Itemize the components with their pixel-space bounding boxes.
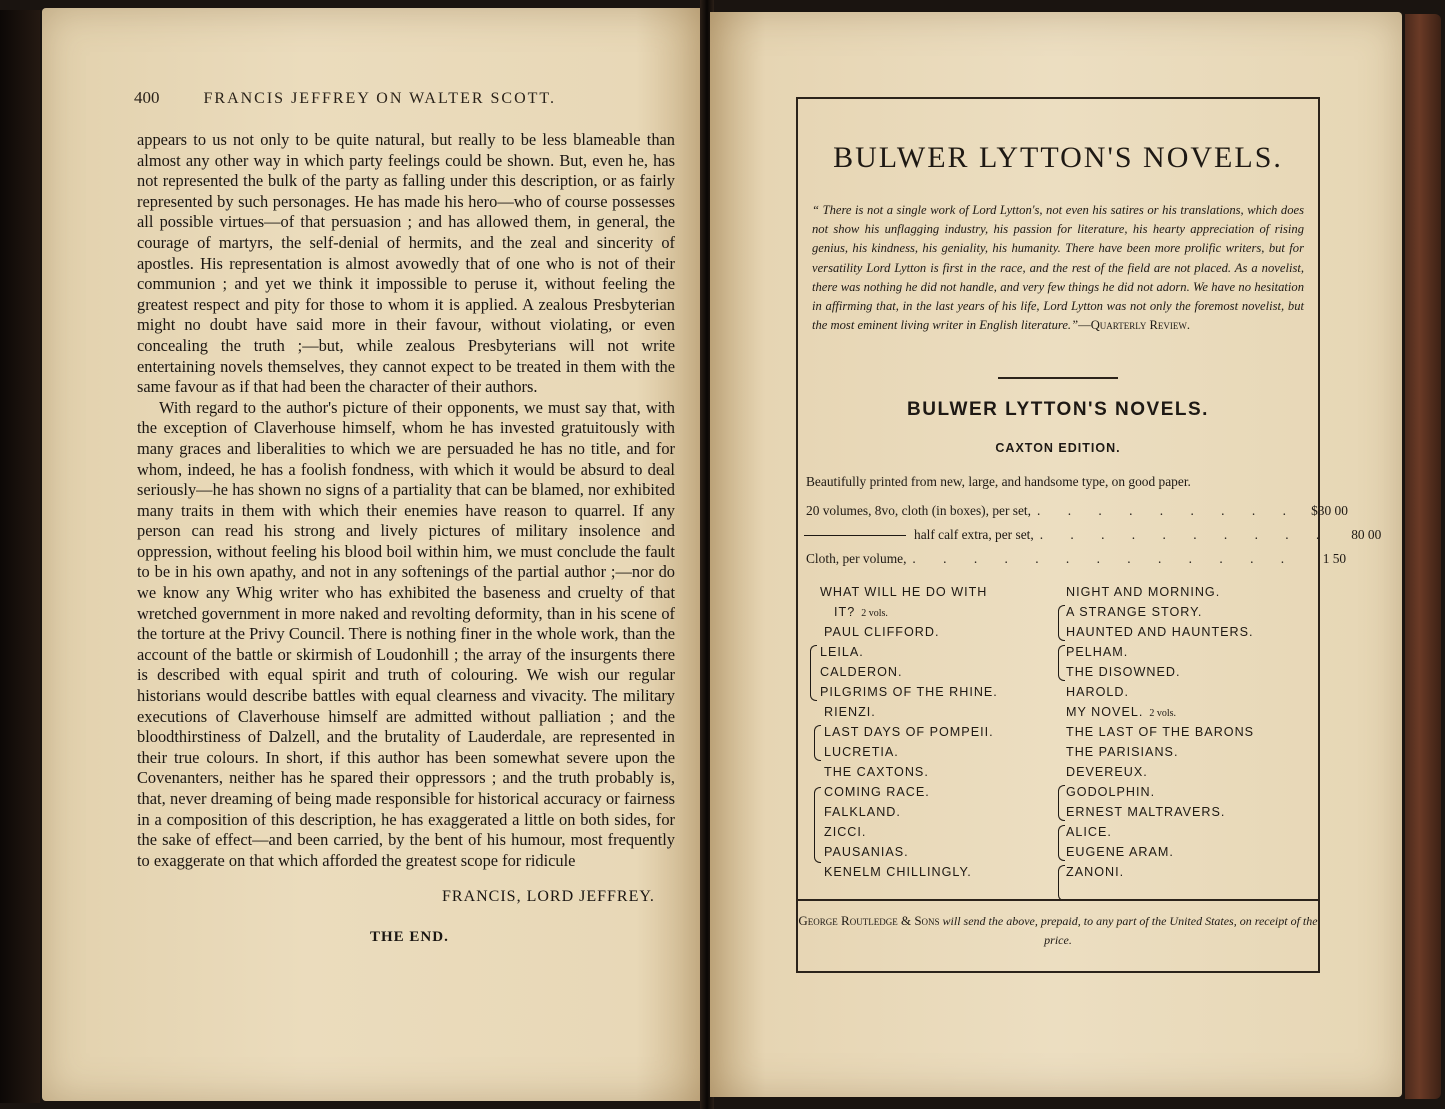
list-item: ERNEST MALTRAVERS. [1066, 805, 1226, 819]
edition-description: Beautifully printed from new, large, and handsome type, on good paper. [806, 474, 1191, 489]
page-number: 400 [134, 88, 160, 107]
brace-bracket [1058, 785, 1065, 821]
the-end: THE END. [370, 929, 449, 945]
price-value: 1 50 [1322, 551, 1347, 566]
list-item: NIGHT AND MORNING. [1066, 585, 1221, 599]
novel-list-left [820, 582, 998, 882]
list-item: PELHAM. [1066, 645, 1129, 659]
list-item: THE DISOWNED. [1066, 665, 1181, 679]
price-label: Cloth, per volume, [806, 551, 907, 566]
brace-bracket [1058, 605, 1065, 641]
right-page [710, 12, 1402, 1097]
review-quote [812, 201, 1304, 335]
essay-body [137, 130, 675, 871]
ditto-dash [804, 535, 906, 536]
price-row-set-calf [806, 527, 1382, 543]
brace-bracket [1058, 825, 1065, 861]
ad-title: BULWER LYTTON'S NOVELS. [833, 141, 1283, 174]
list-item: PAUL CLIFFORD. [824, 625, 940, 639]
paragraph-2: With regard to the author's picture of their opponents, we must say that, with the exception of Claverhouse himself, whom he has invested gratuitously with many graces and liberalities to which we are persuaded he has no title, and for whom, indeed, he has a foolish fondness, with which it would be absurd to deal seriously—he has shown no signs of a partiality that can be blamed, nor exhibited many traits in them with which their enemies have reason to quarrel. If any person can read his strong and lively pictures of military insolence and oppression, without feeling his blood boil within him, we must conclude the fault to be in his own apathy, and not in any softenings of the partial author ;—nor do we know any Whig writer who has exhibited the baseness and cruelty of that wretched government in more naked and revolting deformity, than in his scene of the torture at the Privy Council. There is nothing finer in the whole work, than the account of the battle or skirmish of Loudonhill ; the array of the insurgents there is described with equal spirit and truth of colouring. We wish our regular historians would describe battles with equal clearness and vivacity. The military executions of Claverhouse himself are admitted without palliation ; and the bloodthirstiness of Dalzell, and the brutality of Lauderdale, are represented in their true colours. In short, if this author has been somewhat severe upon the Covenanters, neither has he spared their oppressors ; and the truth probably is, that, never dreaming of being made responsible for historical accuracy or fairness in a composition of this description, he has exaggerated a little on both sides, for the sake of effect—and been carried, by the bent of his humour, most frequently to exaggerate on that which afforded the greatest scope for ridicule [137, 397, 675, 870]
novel-list-right [1066, 582, 1254, 882]
list-item: THE LAST OF THE BARONS [1066, 725, 1255, 739]
list-item: GODOLPHIN. [1066, 785, 1156, 799]
edition-label: CAXTON EDITION. [995, 441, 1121, 455]
list-item: PILGRIMS OF THE RHINE. [820, 685, 998, 699]
list-item: HAROLD. [1066, 685, 1129, 699]
brace-bracket [814, 787, 821, 863]
list-item: ZANONI. [1066, 865, 1125, 879]
price-label: 20 volumes, 8vo, cloth (in boxes), per set, [806, 503, 1031, 518]
list-item: LUCRETIA. [824, 745, 899, 759]
divider-rule [998, 377, 1118, 379]
list-item: IT? 2 vols. [834, 605, 888, 619]
review-quote-text: “ There is not a single work of Lord Lytton's, not even his satires or his translations, which does not show his unflagging industry, his passion for literature, his hearty appreciation of rising genius, his kindness, his geniality, his humanity. There have been more prolific writers, but for versatility Lord Lytton is first in the race, and the rest of the field are not placed. As a novelist, there was nothing he did not handle, and very few things he did not adorn. We have no hesitation in affirming that, in the last years of his life, Lord Lytton was not only the foremost novelist, but the most eminent living writer in English literature.” [812, 203, 1304, 333]
list-item: PAUSANIAS. [824, 845, 909, 859]
list-item: MY NOVEL. 2 vols. [1066, 705, 1177, 719]
publisher-name: George Routledge & Sons [798, 913, 940, 928]
running-head [134, 88, 694, 108]
left-page [42, 8, 702, 1101]
brace-bracket [814, 725, 821, 761]
dot-leader: . . . . . . . . . . [1039, 527, 1332, 542]
book-cover-right-edge [1405, 14, 1441, 1099]
review-quote-source: —Quarterly Review. [1078, 318, 1191, 333]
list-item: KENELM CHILLINGLY. [824, 865, 972, 879]
list-item: A STRANGE STORY. [1066, 605, 1203, 619]
publisher-note: will send the above, prepaid, to any part of the United States, on receipt of the price. [942, 914, 1318, 947]
publisher-footer [798, 911, 1318, 950]
price-row-volume [806, 551, 1347, 567]
brace-bracket [810, 645, 817, 701]
list-item: EUGENE ARAM. [1066, 845, 1174, 859]
running-head-title: FRANCIS JEFFREY ON WALTER SCOTT. [203, 90, 556, 107]
dot-leader: . . . . . . . . . [1037, 503, 1298, 518]
paragraph-1: appears to us not only to be quite natural, but really to be less blameable than almost any other way in which party feelings could be shown. But, even he, has not represented the bulk of the party as falling under this description, or as fairly represented by such personages. He has made his hero—who of course possesses all possible virtues—of that persuasion ; and has allowed them, in general, the courage of martyrs, the self-denial of hermits, and the zeal and sincerity of apostles. His representation is almost avowedly that of one who is not of their communion ; and yet we think it impossible to peruse it, without feeling the greatest respect and pity for those to whom it is applied. A zealous Presbyterian might no doubt have said more in their favour, without violating, or even concealing the truth ;—but, while zealous Presbyterians will not write entertaining novels themselves, they cannot expect to be treated in them with the same favour as if that had been the character of their authors. [137, 130, 675, 397]
price-label: half calf extra, per set, [914, 527, 1034, 542]
price-row-set-cloth [806, 503, 1348, 519]
price-value: $30 00 [1311, 503, 1348, 518]
dot-leader: . . . . . . . . . . . . . [912, 551, 1297, 566]
list-item: WHAT WILL HE DO WITH [820, 585, 988, 599]
list-item: LAST DAYS OF POMPEII. [824, 725, 994, 739]
list-item: RIENZI. [824, 705, 876, 719]
brace-bracket [1058, 645, 1065, 681]
list-item: FALKLAND. [824, 805, 901, 819]
price-value: 80 00 [1351, 527, 1382, 542]
book-cover-left-edge [0, 10, 40, 1103]
brace-bracket [1058, 865, 1065, 901]
footer-rule [798, 899, 1318, 901]
list-item: COMING RACE. [824, 785, 930, 799]
list-item: DEVEREUX. [1066, 765, 1148, 779]
author-signature: FRANCIS, LORD JEFFREY. [442, 888, 655, 905]
ad-subtitle: BULWER LYTTON'S NOVELS. [907, 399, 1209, 420]
advertisement-frame [796, 97, 1382, 973]
list-item: LEILA. [820, 645, 864, 659]
list-item: HAUNTED AND HAUNTERS. [1066, 625, 1254, 639]
list-item: THE CAXTONS. [824, 765, 929, 779]
list-item: ALICE. [1066, 825, 1112, 839]
list-item: ZICCI. [824, 825, 867, 839]
list-item: THE PARISIANS. [1066, 745, 1179, 759]
list-item: CALDERON. [820, 665, 903, 679]
